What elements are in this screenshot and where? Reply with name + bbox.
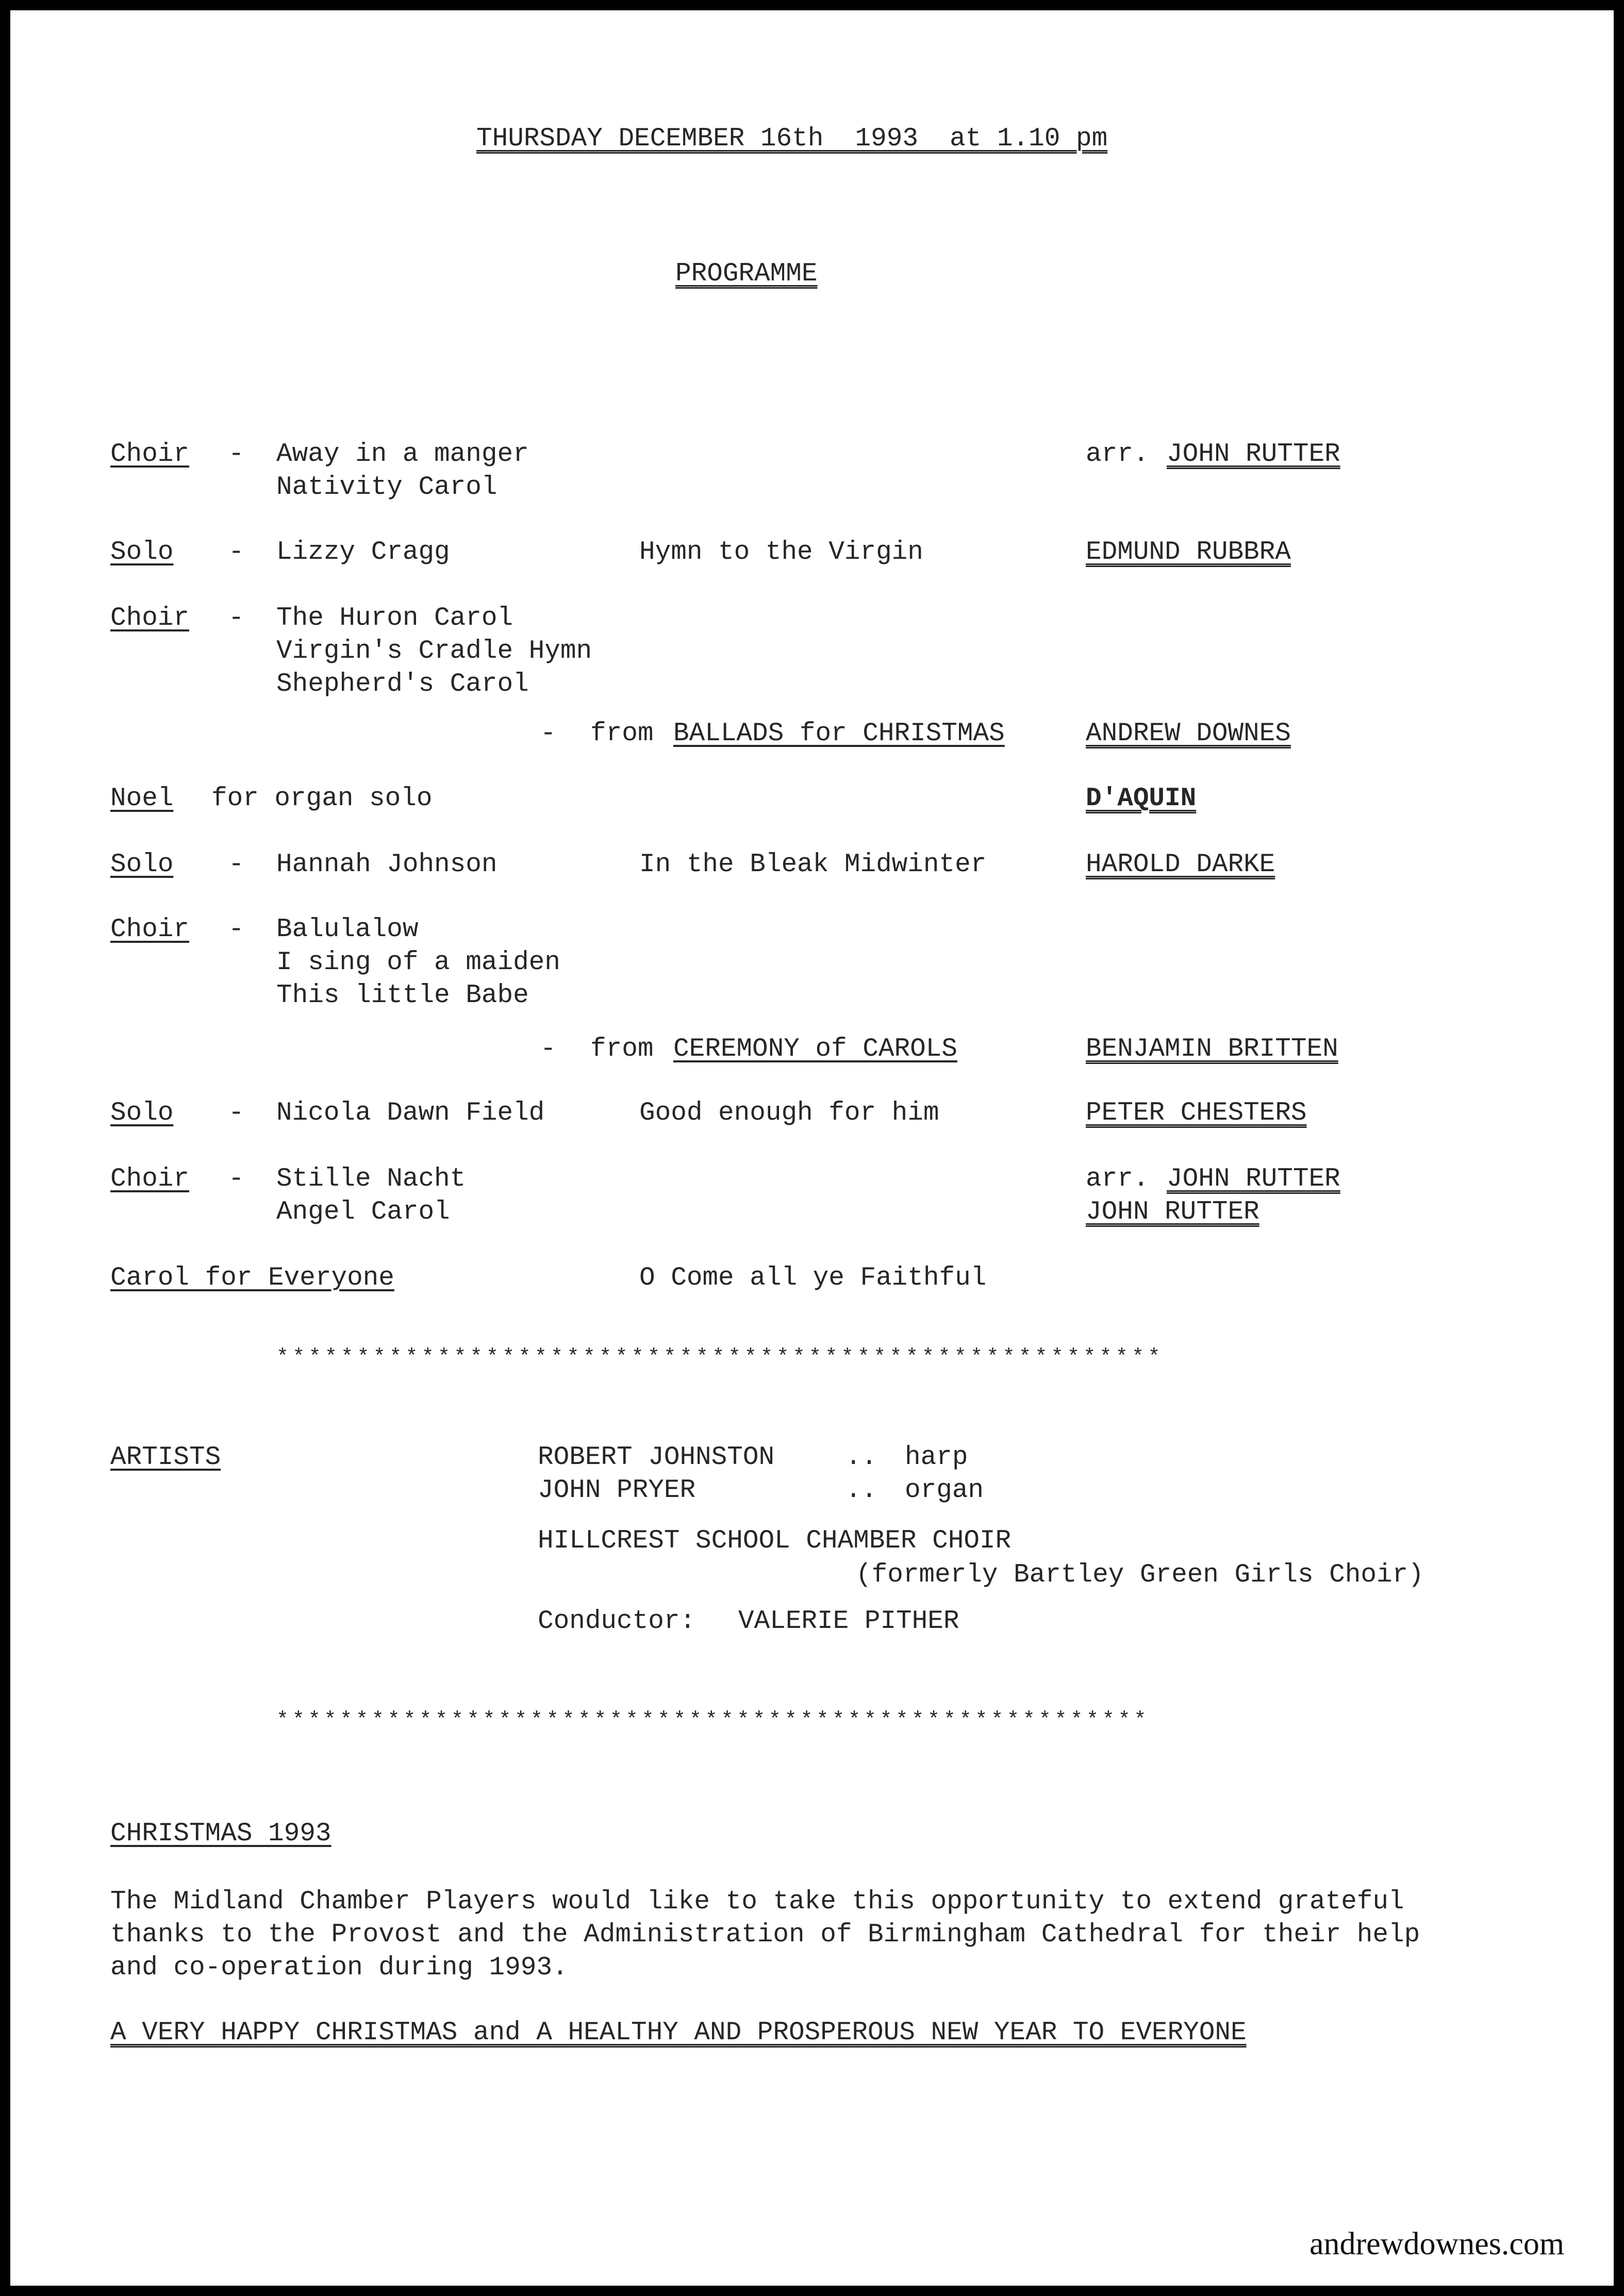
christmas-heading: CHRISTMAS 1993 [110, 1819, 332, 1849]
separator-stars-2: ******************************************************* [276, 1709, 1150, 1732]
row6-label: Choir [110, 915, 190, 944]
artists-label: ARTISTS [110, 1443, 221, 1472]
row6-work: CEREMONY of CAROLS [673, 1035, 957, 1064]
artist2-instrument: organ [905, 1476, 984, 1505]
row3-work: BALLADS for CHRISTMAS [673, 719, 1005, 748]
row2-composer: EDMUND RUBBRA [1086, 538, 1291, 567]
row8-composer-prefix: arr. [1086, 1164, 1149, 1194]
row8-label: Choir [110, 1164, 190, 1194]
row3-from-dash: - [540, 719, 556, 748]
row4-rest: for organ solo [211, 784, 433, 813]
artist1-dots: .. [846, 1443, 877, 1472]
page-title: PROGRAMME [675, 259, 818, 289]
row8-line1: Stille Nacht [276, 1164, 466, 1194]
row1-composer-prefix: arr. [1086, 440, 1149, 469]
row1-label: Choir [110, 440, 190, 469]
row1-line2: Nativity Carol [276, 473, 498, 502]
conductor-label: Conductor: [538, 1607, 696, 1636]
row7-piece: Good enough for him [639, 1099, 939, 1128]
row6-line2: I sing of a maiden [276, 948, 560, 977]
christmas-paragraph-line2: thanks to the Provost and the Administration of Birmingham Cathedral for their help [110, 1920, 1420, 1950]
row5-piece: In the Bleak Midwinter [639, 850, 987, 879]
row1-line1: Away in a manger [276, 440, 529, 469]
row5-performer: Hannah Johnson [276, 850, 498, 879]
row2-dash: - [228, 538, 244, 567]
christmas-paragraph-line1: The Midland Chamber Players would like to take this opportunity to extend grateful [110, 1887, 1404, 1917]
row9-piece: O Come all ye Faithful [639, 1263, 987, 1293]
row2-piece: Hymn to the Virgin [639, 538, 923, 567]
row3-composer: ANDREW DOWNES [1086, 719, 1291, 748]
row7-label: Solo [110, 1099, 174, 1128]
row3-line2: Virgin's Cradle Hymn [276, 637, 592, 666]
choir-name: HILLCREST SCHOOL CHAMBER CHOIR [538, 1526, 1012, 1556]
christmas-greeting: A VERY HAPPY CHRISTMAS and A HEALTHY AND PROSPEROUS NEW YEAR TO EVERYONE [110, 2018, 1247, 2048]
artist2-name: JOHN PRYER [538, 1476, 696, 1505]
concert-date: THURSDAY DECEMBER 16th 1993 at 1.10 pm [476, 124, 1108, 154]
row5-label: Solo [110, 850, 174, 879]
row7-dash: - [228, 1099, 244, 1128]
row2-performer: Lizzy Cragg [276, 538, 450, 567]
row9-label: Carol for Everyone [110, 1263, 394, 1293]
row1-composer: JOHN RUTTER [1167, 440, 1340, 469]
row6-from: from [590, 1035, 654, 1064]
separator-stars: ******************************************************* [276, 1346, 1164, 1369]
row8-composer: JOHN RUTTER [1167, 1164, 1340, 1194]
row7-performer: Nicola Dawn Field [276, 1099, 545, 1128]
row8-composer2: JOHN RUTTER [1086, 1197, 1260, 1227]
artist1-instrument: harp [905, 1443, 968, 1472]
row3-line1: The Huron Carol [276, 604, 513, 633]
row5-dash: - [228, 850, 244, 879]
row3-label: Choir [110, 604, 190, 633]
row6-from-dash: - [540, 1035, 556, 1064]
artist1-name: ROBERT JOHNSTON [538, 1443, 775, 1472]
row4-label: Noel [110, 784, 174, 813]
row3-from: from [590, 719, 654, 748]
row7-composer: PETER CHESTERS [1086, 1099, 1307, 1128]
website-link[interactable]: andrewdownes.com [1310, 2226, 1565, 2261]
row6-line3: This little Babe [276, 981, 529, 1010]
row1-dash: - [228, 440, 244, 469]
row5-composer: HAROLD DARKE [1086, 850, 1275, 879]
row8-line2: Angel Carol [276, 1197, 450, 1227]
row4-composer: D'AQUIN [1086, 784, 1197, 813]
row3-line3: Shepherd's Carol [276, 670, 529, 699]
choir-note: (formerly Bartley Green Girls Choir) [856, 1560, 1424, 1590]
row2-label: Solo [110, 538, 174, 567]
row6-line1: Balulalow [276, 915, 419, 944]
row6-composer: BENJAMIN BRITTEN [1086, 1035, 1338, 1064]
artist2-dots: .. [846, 1476, 877, 1505]
conductor-name: VALERIE PITHER [738, 1607, 959, 1636]
row8-dash: - [228, 1164, 244, 1194]
christmas-paragraph-line3: and co-operation during 1993. [110, 1953, 568, 1983]
row3-dash: - [228, 604, 244, 633]
row6-dash: - [228, 915, 244, 944]
